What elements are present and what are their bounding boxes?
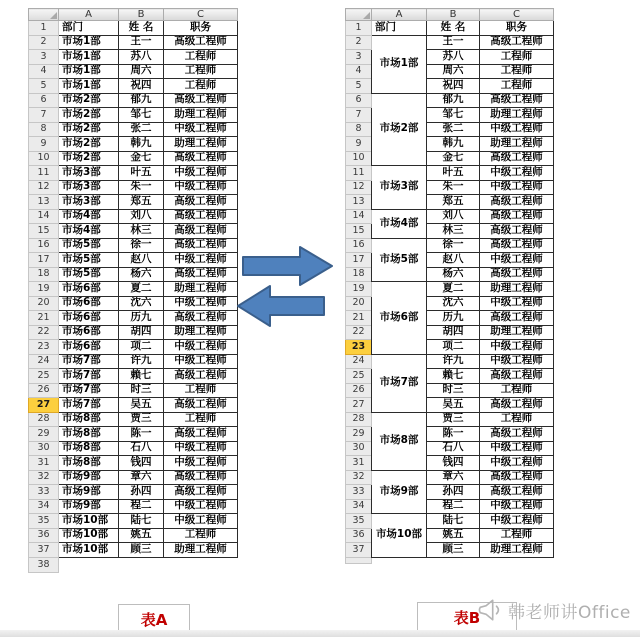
cell-dept-merged[interactable]: 市场3部 [372, 166, 427, 210]
row-number[interactable]: 22 [346, 325, 372, 340]
row-number[interactable]: 36 [346, 528, 372, 543]
cell-title[interactable]: 高级工程师 [164, 151, 238, 166]
cell-name[interactable]: 姚五 [427, 528, 480, 543]
row-number[interactable]: 33 [346, 485, 372, 500]
cell-title[interactable]: 高级工程师 [480, 35, 554, 50]
cell-dept[interactable]: 市场9部 [59, 485, 119, 500]
cell-name[interactable]: 徐一 [119, 238, 164, 253]
cell-name[interactable]: 杨六 [119, 267, 164, 282]
cell-name[interactable]: 历九 [119, 311, 164, 326]
cell-name[interactable]: 祝四 [119, 79, 164, 94]
row-number[interactable]: 18 [346, 267, 372, 282]
row-number[interactable]: 3 [29, 50, 59, 65]
cell-name[interactable]: 胡四 [427, 325, 480, 340]
cell-name[interactable]: 项二 [427, 340, 480, 355]
row-number[interactable]: 29 [346, 427, 372, 442]
spreadsheet-table-a [28, 8, 238, 573]
cell-title[interactable]: 工程师 [480, 50, 554, 65]
cell-title[interactable]: 高级工程师 [480, 485, 554, 500]
cell-name[interactable]: 项二 [119, 340, 164, 355]
cell-title[interactable]: 高级工程师 [480, 311, 554, 326]
cell-dept[interactable]: 市场8部 [59, 456, 119, 471]
cell-title[interactable]: 助理工程师 [480, 282, 554, 297]
cell-title[interactable]: 工程师 [480, 383, 554, 398]
cell-title[interactable]: 高级工程师 [164, 195, 238, 210]
cell-dept[interactable]: 市场7部 [59, 369, 119, 384]
cell-dept[interactable]: 市场1部 [59, 50, 119, 65]
cell-dept[interactable]: 市场8部 [59, 441, 119, 456]
cell-title[interactable]: 中级工程师 [480, 296, 554, 311]
cell-title[interactable]: 中级工程师 [164, 180, 238, 195]
cell-name[interactable]: 胡四 [119, 325, 164, 340]
cell-name[interactable]: 张二 [119, 122, 164, 137]
cell-name[interactable]: 贾三 [119, 412, 164, 427]
cell-name[interactable]: 许九 [427, 354, 480, 369]
row-number[interactable]: 1 [346, 21, 372, 36]
row-number[interactable]: 13 [346, 195, 372, 210]
cell-title[interactable]: 中级工程师 [480, 340, 554, 355]
cell-title[interactable]: 工程师 [164, 50, 238, 65]
cell-dept[interactable]: 市场2部 [59, 108, 119, 123]
row-number[interactable]: 36 [29, 528, 59, 543]
cell-name[interactable]: 郁九 [427, 93, 480, 108]
cell-name[interactable]: 顾三 [427, 543, 480, 558]
cell-name[interactable]: 周六 [427, 64, 480, 79]
row-number[interactable]: 38 [29, 557, 59, 572]
cell-name[interactable]: 钱四 [427, 456, 480, 471]
cell-dept[interactable]: 市场6部 [59, 325, 119, 340]
corner-triangle-icon [50, 12, 57, 19]
cell-name[interactable]: 贾三 [427, 412, 480, 427]
cell-name[interactable]: 程二 [119, 499, 164, 514]
cell-dept[interactable]: 市场5部 [59, 253, 119, 268]
cell-dept[interactable]: 市场2部 [59, 137, 119, 152]
table-b-label: 表B [417, 602, 517, 632]
row-number[interactable]: 23 [346, 340, 372, 355]
cell-dept[interactable]: 市场6部 [59, 311, 119, 326]
cell-name[interactable]: 张二 [427, 122, 480, 137]
spreadsheet-table-b [345, 8, 554, 564]
cell-name[interactable]: 林三 [427, 224, 480, 239]
select-all-corner[interactable] [346, 9, 372, 21]
cell-title[interactable]: 工程师 [480, 528, 554, 543]
cell-name[interactable]: 邹七 [427, 108, 480, 123]
watermark-text: 韩老师讲Office [508, 602, 631, 623]
cell-title[interactable]: 高级工程师 [164, 224, 238, 239]
cell-title[interactable]: 工程师 [164, 412, 238, 427]
cell-dept[interactable]: 市场8部 [59, 427, 119, 442]
row-number[interactable]: 8 [346, 122, 372, 137]
cell-dept[interactable]: 市场3部 [59, 180, 119, 195]
cell-title[interactable]: 中级工程师 [164, 340, 238, 355]
cell-dept[interactable]: 市场9部 [59, 470, 119, 485]
cell-title[interactable]: 助理工程师 [480, 137, 554, 152]
cell-title[interactable]: 助理工程师 [164, 108, 238, 123]
cell-name[interactable]: 赖七 [119, 369, 164, 384]
cell-title[interactable]: 工程师 [164, 383, 238, 398]
col-header-c[interactable]: C [164, 9, 238, 21]
header-name[interactable]: 姓 名 [119, 21, 164, 36]
cell-name[interactable]: 王一 [119, 35, 164, 50]
cell-name[interactable]: 朱一 [119, 180, 164, 195]
col-header-c[interactable]: C [480, 9, 554, 21]
table-a-label: 表A [118, 604, 190, 634]
cell-dept[interactable]: 市场10部 [59, 514, 119, 529]
row-number[interactable]: 6 [346, 93, 372, 108]
cell-dept[interactable]: 市场1部 [59, 79, 119, 94]
cell-name[interactable]: 金七 [119, 151, 164, 166]
cell-title[interactable]: 高级工程师 [480, 195, 554, 210]
megaphone-icon [477, 597, 503, 623]
header-dept[interactable]: 部门 [59, 21, 119, 36]
cell-title[interactable]: 高级工程师 [480, 427, 554, 442]
row-number[interactable]: 2 [29, 35, 59, 50]
cell-name[interactable]: 时三 [427, 383, 480, 398]
col-header-b[interactable]: B [427, 9, 480, 21]
select-all-corner[interactable] [29, 9, 59, 21]
cell-title[interactable]: 中级工程师 [480, 441, 554, 456]
row-number[interactable]: 34 [29, 499, 59, 514]
cell-name[interactable]: 陆七 [119, 514, 164, 529]
cell-title[interactable]: 中级工程师 [164, 253, 238, 268]
cell-name[interactable]: 林三 [119, 224, 164, 239]
row-number[interactable]: 18 [29, 267, 59, 282]
cell-title[interactable]: 助理工程师 [164, 543, 238, 558]
cell-dept[interactable]: 市场4部 [59, 224, 119, 239]
cell-name[interactable]: 韩九 [427, 137, 480, 152]
header-title[interactable]: 职务 [480, 21, 554, 36]
cell-dept-merged[interactable]: 市场5部 [372, 238, 427, 282]
row-number[interactable]: 32 [29, 470, 59, 485]
row-number[interactable]: 11 [29, 166, 59, 181]
row-number[interactable]: 37 [346, 543, 372, 558]
cell-dept[interactable]: 市场7部 [59, 354, 119, 369]
cell-title[interactable]: 中级工程师 [480, 456, 554, 471]
row-number[interactable]: 24 [346, 354, 372, 369]
cell-name[interactable]: 赵八 [119, 253, 164, 268]
row-number[interactable]: 26 [29, 383, 59, 398]
cell-name[interactable]: 苏八 [119, 50, 164, 65]
cell-dept-merged[interactable]: 市场2部 [372, 93, 427, 166]
cell-name[interactable]: 陈一 [119, 427, 164, 442]
cell-name[interactable]: 沈六 [119, 296, 164, 311]
row-number[interactable]: 4 [346, 64, 372, 79]
row-number[interactable]: 19 [29, 282, 59, 297]
cell-name[interactable]: 姚五 [119, 528, 164, 543]
cell-dept-merged[interactable]: 市场9部 [372, 470, 427, 514]
cell-title[interactable]: 高级工程师 [480, 267, 554, 282]
row-number[interactable]: 8 [29, 122, 59, 137]
row-number[interactable]: 6 [29, 93, 59, 108]
row-number[interactable]: 7 [29, 108, 59, 123]
cell-dept-merged[interactable]: 市场8部 [372, 412, 427, 470]
watermark [477, 597, 631, 623]
cell-name[interactable]: 金七 [427, 151, 480, 166]
cell-title[interactable]: 助理工程师 [164, 137, 238, 152]
cell-title[interactable]: 工程师 [480, 79, 554, 94]
cell-dept[interactable]: 市场6部 [59, 340, 119, 355]
cell-title[interactable]: 中级工程师 [480, 122, 554, 137]
row-number[interactable]: 31 [29, 456, 59, 471]
row-number[interactable]: 20 [346, 296, 372, 311]
cell-dept-merged[interactable]: 市场1部 [372, 35, 427, 93]
cell-name[interactable]: 顾三 [119, 543, 164, 558]
row-number[interactable]: 11 [346, 166, 372, 181]
bottom-strip [0, 630, 640, 637]
row-number[interactable]: 2 [346, 35, 372, 50]
cell-dept[interactable]: 市场4部 [59, 209, 119, 224]
row-number[interactable]: 28 [29, 412, 59, 427]
cell-dept[interactable]: 市场5部 [59, 267, 119, 282]
row-number[interactable]: 7 [346, 108, 372, 123]
row-number[interactable]: 9 [346, 137, 372, 152]
col-header-a[interactable]: A [372, 9, 427, 21]
cell-title[interactable]: 高级工程师 [480, 238, 554, 253]
row-number[interactable]: 4 [29, 64, 59, 79]
cell-name[interactable]: 孙四 [427, 485, 480, 500]
cell-dept[interactable]: 市场9部 [59, 499, 119, 514]
row-number[interactable]: 19 [346, 282, 372, 297]
row-number[interactable]: 35 [346, 514, 372, 529]
cell-title[interactable]: 中级工程师 [164, 514, 238, 529]
col-header-b[interactable]: B [119, 9, 164, 21]
cell-title[interactable]: 高级工程师 [480, 398, 554, 413]
cell-name[interactable]: 石八 [427, 441, 480, 456]
row-number[interactable]: 17 [29, 253, 59, 268]
cell-name[interactable]: 叶五 [427, 166, 480, 181]
cell-title[interactable]: 中级工程师 [164, 354, 238, 369]
cell-title[interactable]: 高级工程师 [164, 369, 238, 384]
cell-name[interactable]: 程二 [427, 499, 480, 514]
cell-dept-merged[interactable]: 市场10部 [372, 514, 427, 558]
row-number[interactable]: 22 [29, 325, 59, 340]
cell-name[interactable]: 章六 [119, 470, 164, 485]
row-number[interactable]: 25 [346, 369, 372, 384]
cell-title[interactable]: 高级工程师 [164, 485, 238, 500]
row-number[interactable]: 10 [346, 151, 372, 166]
header-title[interactable]: 职务 [164, 21, 238, 36]
cell-name[interactable]: 叶五 [119, 166, 164, 181]
row-number[interactable]: 37 [29, 543, 59, 558]
cell-title[interactable]: 助理工程师 [480, 543, 554, 558]
cell-name[interactable]: 杨六 [427, 267, 480, 282]
row-number[interactable]: 32 [346, 470, 372, 485]
row-number[interactable]: 21 [29, 311, 59, 326]
cell-title[interactable]: 工程师 [164, 64, 238, 79]
cell-title[interactable]: 高级工程师 [480, 369, 554, 384]
cell-name[interactable]: 时三 [119, 383, 164, 398]
header-dept[interactable]: 部门 [372, 21, 427, 36]
cell-name[interactable]: 吴五 [427, 398, 480, 413]
cell-title[interactable]: 高级工程师 [480, 224, 554, 239]
cell-title[interactable]: 工程师 [480, 412, 554, 427]
cell-dept[interactable]: 市场6部 [59, 296, 119, 311]
cell-name[interactable]: 石八 [119, 441, 164, 456]
row-number[interactable]: 23 [29, 340, 59, 355]
cell-name[interactable]: 夏二 [427, 282, 480, 297]
arrow-left-icon [236, 284, 326, 328]
cell-name[interactable]: 夏二 [119, 282, 164, 297]
cell-dept-merged[interactable]: 市场7部 [372, 354, 427, 412]
cell-name[interactable]: 沈六 [427, 296, 480, 311]
cell-name[interactable]: 许九 [119, 354, 164, 369]
cell-title[interactable]: 高级工程师 [480, 151, 554, 166]
cell-name[interactable]: 赵八 [427, 253, 480, 268]
cell-dept[interactable]: 市场7部 [59, 383, 119, 398]
cell-title[interactable]: 高级工程师 [164, 93, 238, 108]
cell-title[interactable]: 高级工程师 [164, 238, 238, 253]
row-number[interactable]: 14 [29, 209, 59, 224]
row-number[interactable]: 12 [29, 180, 59, 195]
cell-title[interactable]: 助理工程师 [164, 325, 238, 340]
cell-title[interactable]: 高级工程师 [164, 35, 238, 50]
cell-title[interactable]: 中级工程师 [480, 180, 554, 195]
row-number[interactable]: 5 [346, 79, 372, 94]
cell-title[interactable]: 助理工程师 [480, 325, 554, 340]
cell-title[interactable]: 工程师 [480, 64, 554, 79]
cell-title[interactable]: 中级工程师 [480, 166, 554, 181]
row-number[interactable]: 28 [346, 412, 372, 427]
row-number[interactable]: 34 [346, 499, 372, 514]
cell-name[interactable]: 陈一 [427, 427, 480, 442]
cell-dept[interactable]: 市场6部 [59, 282, 119, 297]
row-number[interactable]: 12 [346, 180, 372, 195]
row-number[interactable] [346, 557, 372, 563]
row-number[interactable]: 20 [29, 296, 59, 311]
cell-title[interactable]: 助理工程师 [480, 108, 554, 123]
row-number[interactable]: 13 [29, 195, 59, 210]
cell-title[interactable]: 中级工程师 [480, 253, 554, 268]
cell-title[interactable]: 高级工程师 [164, 311, 238, 326]
cell-title[interactable]: 工程师 [164, 528, 238, 543]
cell-name[interactable]: 孙四 [119, 485, 164, 500]
cell-dept-merged[interactable]: 市场6部 [372, 282, 427, 355]
cell-title[interactable]: 中级工程师 [164, 296, 238, 311]
cell-name[interactable]: 周六 [119, 64, 164, 79]
cell-title[interactable]: 中级工程师 [164, 166, 238, 181]
cell-name[interactable]: 王一 [427, 35, 480, 50]
cell-name[interactable]: 历九 [427, 311, 480, 326]
header-name[interactable]: 姓 名 [427, 21, 480, 36]
cell-title[interactable]: 高级工程师 [164, 209, 238, 224]
cell-title[interactable]: 中级工程师 [164, 499, 238, 514]
cell-dept[interactable]: 市场5部 [59, 238, 119, 253]
row-number[interactable]: 29 [29, 427, 59, 442]
cell-title[interactable]: 中级工程师 [480, 514, 554, 529]
row-number[interactable]: 5 [29, 79, 59, 94]
cell-dept[interactable]: 市场2部 [59, 122, 119, 137]
arrow-right-icon [242, 246, 334, 286]
cell-title[interactable]: 高级工程师 [164, 470, 238, 485]
cell-name[interactable]: 赖七 [427, 369, 480, 384]
cell-name[interactable]: 郑五 [119, 195, 164, 210]
cell-title[interactable]: 中级工程师 [164, 441, 238, 456]
cell-title[interactable]: 高级工程师 [480, 470, 554, 485]
col-header-a[interactable]: A [59, 9, 119, 21]
cell-name[interactable]: 郑五 [427, 195, 480, 210]
cell-dept[interactable]: 市场3部 [59, 166, 119, 181]
row-number[interactable]: 9 [29, 137, 59, 152]
row-number[interactable]: 27 [346, 398, 372, 413]
row-number[interactable]: 1 [29, 21, 59, 36]
cell-dept[interactable]: 市场1部 [59, 64, 119, 79]
cell-name[interactable]: 苏八 [427, 50, 480, 65]
cell-title[interactable]: 助理工程师 [164, 282, 238, 297]
row-number[interactable]: 21 [346, 311, 372, 326]
row-number[interactable]: 30 [346, 441, 372, 456]
cell-dept[interactable]: 市场2部 [59, 151, 119, 166]
cell-dept[interactable]: 市场3部 [59, 195, 119, 210]
cell-name[interactable]: 邹七 [119, 108, 164, 123]
cell-dept[interactable]: 市场1部 [59, 35, 119, 50]
row-number[interactable]: 25 [29, 369, 59, 384]
row-number[interactable]: 16 [29, 238, 59, 253]
cell-name[interactable]: 刘八 [119, 209, 164, 224]
cell-title[interactable]: 高级工程师 [164, 267, 238, 282]
row-number[interactable]: 27 [29, 398, 59, 413]
row-number[interactable]: 10 [29, 151, 59, 166]
row-number[interactable]: 30 [29, 441, 59, 456]
row-number[interactable]: 33 [29, 485, 59, 500]
cell-dept[interactable]: 市场10部 [59, 528, 119, 543]
cell-title[interactable]: 中级工程师 [164, 456, 238, 471]
cell-title[interactable]: 中级工程师 [164, 122, 238, 137]
cell-title[interactable]: 中级工程师 [480, 354, 554, 369]
cell-dept[interactable]: 市场7部 [59, 398, 119, 413]
cell-name[interactable]: 韩九 [119, 137, 164, 152]
row-number[interactable]: 31 [346, 456, 372, 471]
row-number[interactable]: 15 [29, 224, 59, 239]
cell-name[interactable]: 章六 [427, 470, 480, 485]
cell-name[interactable]: 吴五 [119, 398, 164, 413]
row-number[interactable]: 3 [346, 50, 372, 65]
cell-title[interactable]: 高级工程师 [164, 427, 238, 442]
cell-name[interactable]: 陆七 [427, 514, 480, 529]
row-number[interactable]: 16 [346, 238, 372, 253]
cell-dept[interactable]: 市场10部 [59, 543, 119, 558]
row-number[interactable]: 26 [346, 383, 372, 398]
cell-name[interactable]: 徐一 [427, 238, 480, 253]
cell-dept-merged[interactable]: 市场4部 [372, 209, 427, 238]
cell-title[interactable]: 中级工程师 [480, 499, 554, 514]
row-number[interactable]: 24 [29, 354, 59, 369]
cell-dept[interactable]: 市场8部 [59, 412, 119, 427]
row-number[interactable]: 35 [29, 514, 59, 529]
corner-triangle-icon [363, 12, 370, 19]
row-number[interactable]: 15 [346, 224, 372, 239]
cell-title[interactable]: 高级工程师 [164, 398, 238, 413]
cell-name[interactable]: 郁九 [119, 93, 164, 108]
cell-name[interactable]: 钱四 [119, 456, 164, 471]
cell-name[interactable]: 刘八 [427, 209, 480, 224]
cell-name[interactable]: 祝四 [427, 79, 480, 94]
row-number[interactable]: 17 [346, 253, 372, 268]
row-number[interactable]: 14 [346, 209, 372, 224]
cell-dept[interactable]: 市场2部 [59, 93, 119, 108]
cell-title[interactable]: 高级工程师 [480, 209, 554, 224]
cell-title[interactable]: 工程师 [164, 79, 238, 94]
cell-title[interactable]: 高级工程师 [480, 93, 554, 108]
cell-name[interactable]: 朱一 [427, 180, 480, 195]
